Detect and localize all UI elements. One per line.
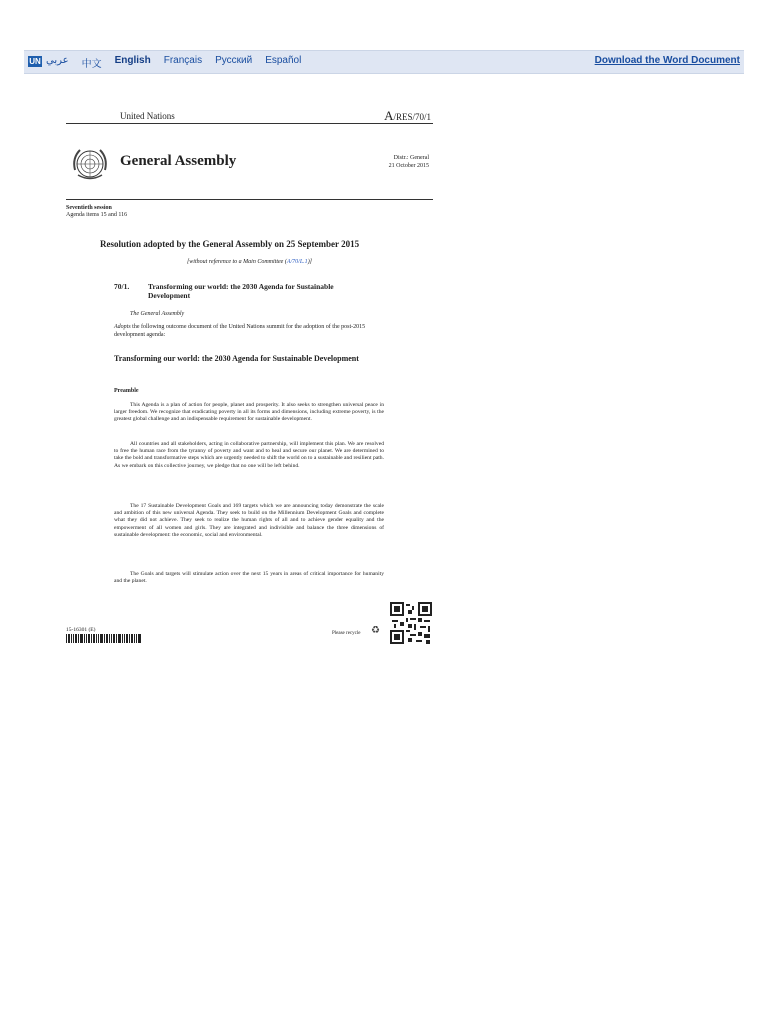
language-bar	[24, 50, 744, 74]
reference-post: )]	[307, 259, 313, 265]
org-name: United Nations	[120, 111, 175, 121]
qr-code-icon	[390, 602, 432, 644]
recycle-icon: ♻	[371, 625, 380, 636]
adopts-rest: the following outcome document of the United Nations summit for the adoption of the post-2015 development agenda:	[114, 324, 366, 338]
preamble-heading: Preamble	[114, 388, 139, 394]
lang-russian[interactable]: Русский	[215, 55, 253, 66]
symbol-letter: A	[384, 108, 394, 123]
document-page	[66, 108, 433, 648]
agenda-items: Agenda items 15 and 116	[66, 212, 128, 218]
adopts-paragraph	[114, 323, 384, 339]
lang-french[interactable]: Français	[163, 55, 203, 66]
resolution-number: 70/1.	[114, 282, 130, 291]
download-word-link[interactable]: Download the Word Document	[594, 55, 740, 66]
distr-label: Distr.: General	[393, 155, 429, 161]
recycle-text: Please recycle	[332, 631, 361, 636]
reference-note	[66, 259, 433, 265]
section-heading: Transforming our world: the 2030 Agenda for Sustainable Development	[114, 354, 359, 363]
lang-spanish[interactable]: Español	[265, 55, 302, 66]
distribution-block	[389, 154, 429, 170]
barcode-icon	[66, 634, 142, 643]
job-number: 15-16301 (E)	[66, 627, 96, 633]
reference-link[interactable]: A/70/L.1	[286, 259, 308, 265]
session-name: Seventieth session	[66, 205, 112, 211]
doc-date: 21 October 2015	[388, 163, 429, 169]
paragraph: The 17 Sustainable Development Goals and 169 targets which we are announcing today demonstrate the scale and ambition of this new universal Agenda. They seek to build on the Millennium Development Goals and complete what they did not achieve. They seek to realize the human rights of all and to achieve gender equality and the empowerment of all women and girls. They are integrated and indivisible and balance the three dimensions of sustainable development: the economic, social and environmental.	[114, 503, 384, 538]
paragraph: All countries and all stakeholders, acting in collaborative partnership, will implement this plan. We are resolved to free the human race from the tyranny of poverty and want and to heal and secure our planet. We are determined to take the bold and transformative steps which are urgently needed to shift the world on to a sustainable and resilient path. As we embark on this collective journey, we pledge that no one will be left behind.	[114, 441, 384, 469]
doc-symbol	[384, 108, 431, 124]
adopts-em: Adopts	[114, 324, 131, 330]
general-assembly-title: General Assembly	[120, 153, 237, 169]
reference-pre: [without reference to a Main Committee (	[186, 259, 287, 265]
symbol-rest: /RES/70/1	[393, 112, 431, 122]
language-list	[46, 55, 314, 70]
resolution-heading: Transforming our world: the 2030 Agenda for Sustainable Development	[148, 282, 334, 300]
lang-chinese[interactable]: 中文	[81, 59, 102, 70]
lang-english[interactable]: English	[114, 55, 151, 66]
paragraph: This Agenda is a plan of action for people, planet and prosperity. It also seeks to strengthen universal peace in larger freedom. We recognize that eradicating poverty in all its forms and dimensions, including extreme poverty, is the greatest global challenge and an indispensable requirement for sustainable development.	[114, 402, 384, 423]
doc-header-row	[66, 108, 433, 124]
divider	[66, 199, 433, 200]
lang-arabic[interactable]: عربي	[46, 55, 69, 66]
ga-italic-line: The General Assembly	[130, 311, 185, 317]
session-block	[66, 205, 127, 219]
resolution-title: Resolution adopted by the General Assembly on 25 September 2015	[100, 239, 360, 249]
un-emblem-icon	[70, 144, 110, 184]
un-logo[interactable]: UN	[29, 57, 41, 66]
paragraph: The Goals and targets will stimulate action over the next 15 years in areas of critical importance for humanity and the planet.	[114, 571, 384, 585]
